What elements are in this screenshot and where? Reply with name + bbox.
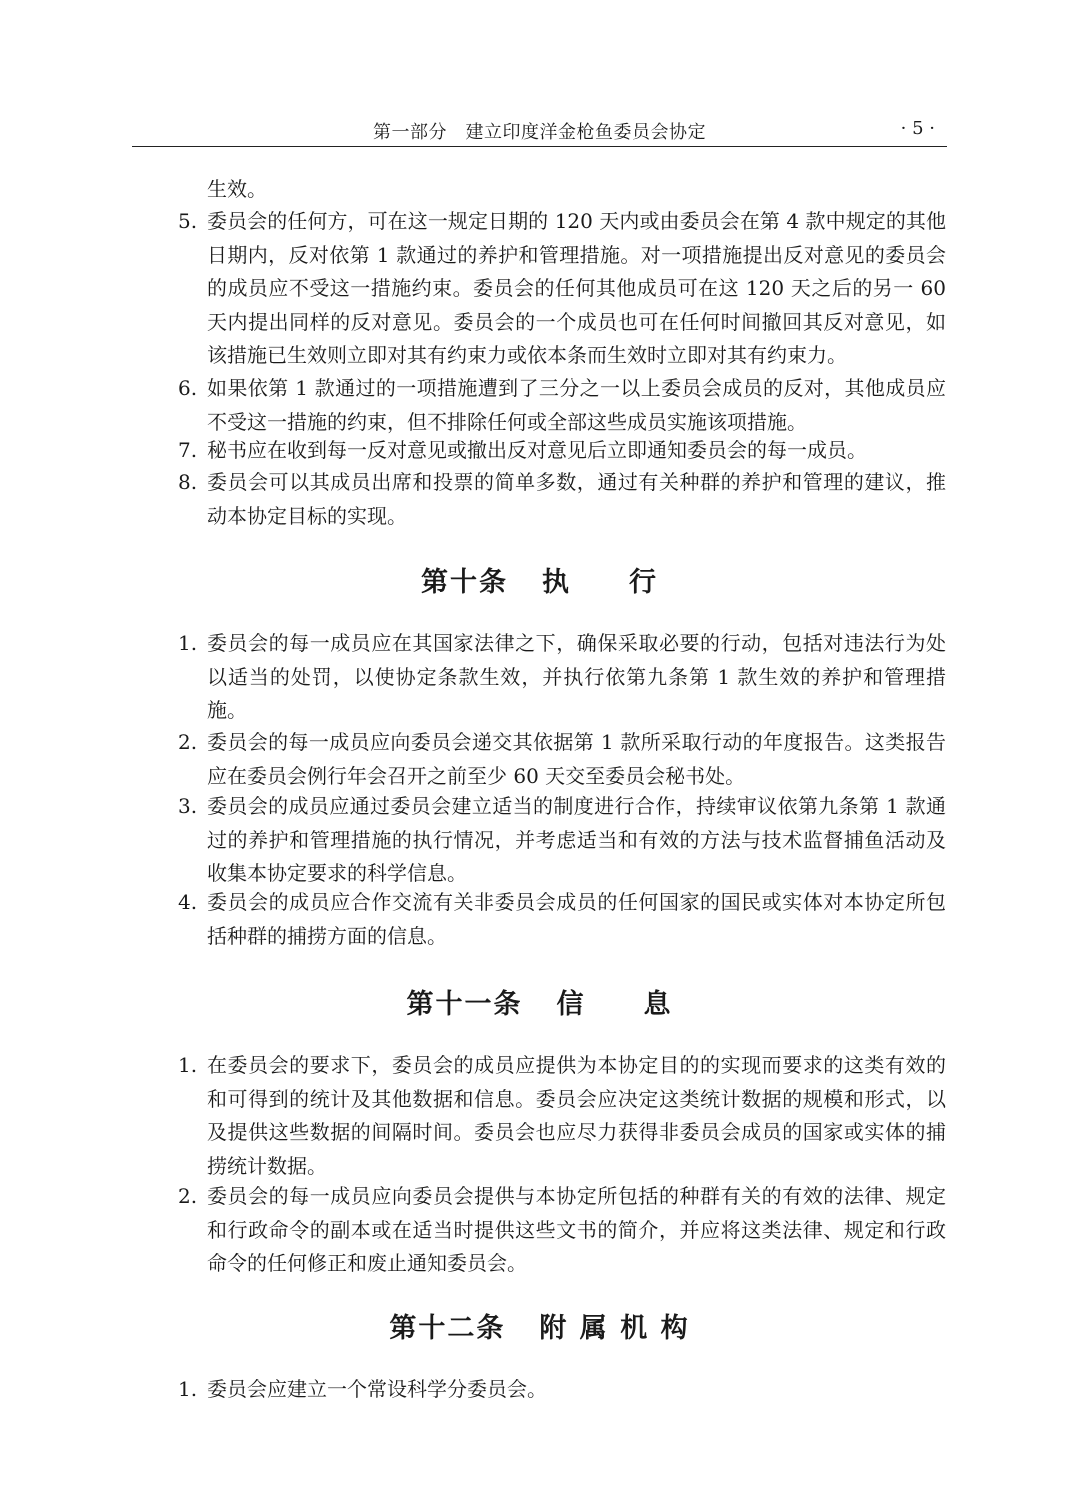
list-item [178, 372, 946, 439]
list-item [178, 434, 946, 468]
article-10-title [132, 560, 947, 599]
item-number: 1. [178, 1377, 198, 1401]
list-item [178, 1049, 946, 1183]
item-text: 委员会应建立一个常设科学分委员会。 [207, 1377, 547, 1401]
list-item [178, 726, 946, 793]
list-item [178, 790, 946, 891]
article-name: 附 属 机 构 [539, 1313, 690, 1344]
list-item [178, 1373, 946, 1407]
list-item [178, 627, 946, 728]
item-number: 2. [178, 1184, 198, 1208]
item-text: 委员会的任何方，可在这一规定日期的 120 天内或由委员会在第 4 款中规定的其他日期内，反对依第 1 款通过的养护和管理措施。对一项措施提出反对意见的委员会的成员应不受这一措施约束。委员会的任何其他成员可在这 120 天之后的另一 60 天内提出同样的反对意见。委员会的一个成员也可在任何时间撤回其反对意见，如该措施已生效则立即对其有约束力或依本条而生效时立即对其有约束力。 [207, 209, 946, 367]
list-item [178, 1180, 946, 1281]
running-header [132, 112, 947, 147]
item-number: 1. [178, 1053, 198, 1077]
article-name-part: 信 [556, 989, 586, 1020]
page-number: · 5 · [900, 118, 935, 139]
item-number: 5. [178, 209, 198, 233]
item-number: 2. [178, 730, 198, 754]
list-item [178, 205, 946, 373]
item-number: 4. [178, 890, 198, 914]
header-title: 第一部分 建立印度洋金枪鱼委员会协定 [373, 122, 706, 143]
continuation-text: 生效。 [207, 177, 267, 201]
item-text: 委员会的每一成员应向委员会递交其依据第 1 款所采取行动的年度报告。这类报告应在委员会例行年会召开之前至少 60 天交至委员会秘书处。 [207, 730, 946, 788]
article-name-part: 息 [643, 989, 673, 1020]
item-number: 1. [178, 631, 198, 655]
list-item [178, 886, 946, 953]
item-number: 6. [178, 376, 198, 400]
article-name-part: 执 [542, 567, 571, 598]
list-item [178, 466, 946, 533]
article-12-title [132, 1306, 947, 1345]
item-text: 委员会可以其成员出席和投票的简单多数，通过有关种群的养护和管理的建议，推动本协定目标的实现。 [207, 470, 946, 528]
item-text: 如果依第 1 款通过的一项措施遭到了三分之一以上委员会成员的反对，其他成员应不受这一措施的约束，但不排除任何或全部这些成员实施该项措施。 [207, 376, 946, 434]
item-text: 委员会的成员应通过委员会建立适当的制度进行合作，持续审议依第九条第 1 款通过的养护和管理措施的执行情况，并考虑适当和有效的方法与技术监督捕鱼活动及收集本协定要求的科学信息。 [207, 794, 946, 885]
item-number: 7. [178, 438, 198, 462]
article-name-part: 行 [629, 567, 658, 598]
item-number: 8. [178, 470, 198, 494]
article-number: 第十二条 [389, 1313, 506, 1344]
article-number: 第十条 [421, 567, 508, 598]
item-text: 秘书应在收到每一反对意见或撤出反对意见后立即通知委员会的每一成员。 [207, 438, 867, 462]
item-text: 在委员会的要求下，委员会的成员应提供为本协定目的的实现而要求的这类有效的和可得到的统计及其他数据和信息。委员会应决定这类统计数据的规模和形式，以及提供这些数据的间隔时间。委员会也应尽力获得非委员会成员的国家或实体的捕捞统计数据。 [207, 1053, 946, 1178]
item-text: 委员会的成员应合作交流有关非委员会成员的任何国家的国民或实体对本协定所包括种群的捕捞方面的信息。 [207, 890, 946, 948]
article-number: 第十一条 [406, 989, 523, 1020]
item-text: 委员会的每一成员应在其国家法律之下，确保采取必要的行动，包括对违法行为处以适当的处罚，以使协定条款生效，并执行依第九条第 1 款生效的养护和管理措施。 [207, 631, 946, 722]
item-text: 委员会的每一成员应向委员会提供与本协定所包括的种群有关的有效的法律、规定和行政命令的副本或在适当时提供这些文书的简介，并应将这类法律、规定和行政命令的任何修正和废止通知委员会。 [207, 1184, 946, 1275]
item-number: 3. [178, 794, 198, 818]
article-11-title [132, 982, 947, 1021]
